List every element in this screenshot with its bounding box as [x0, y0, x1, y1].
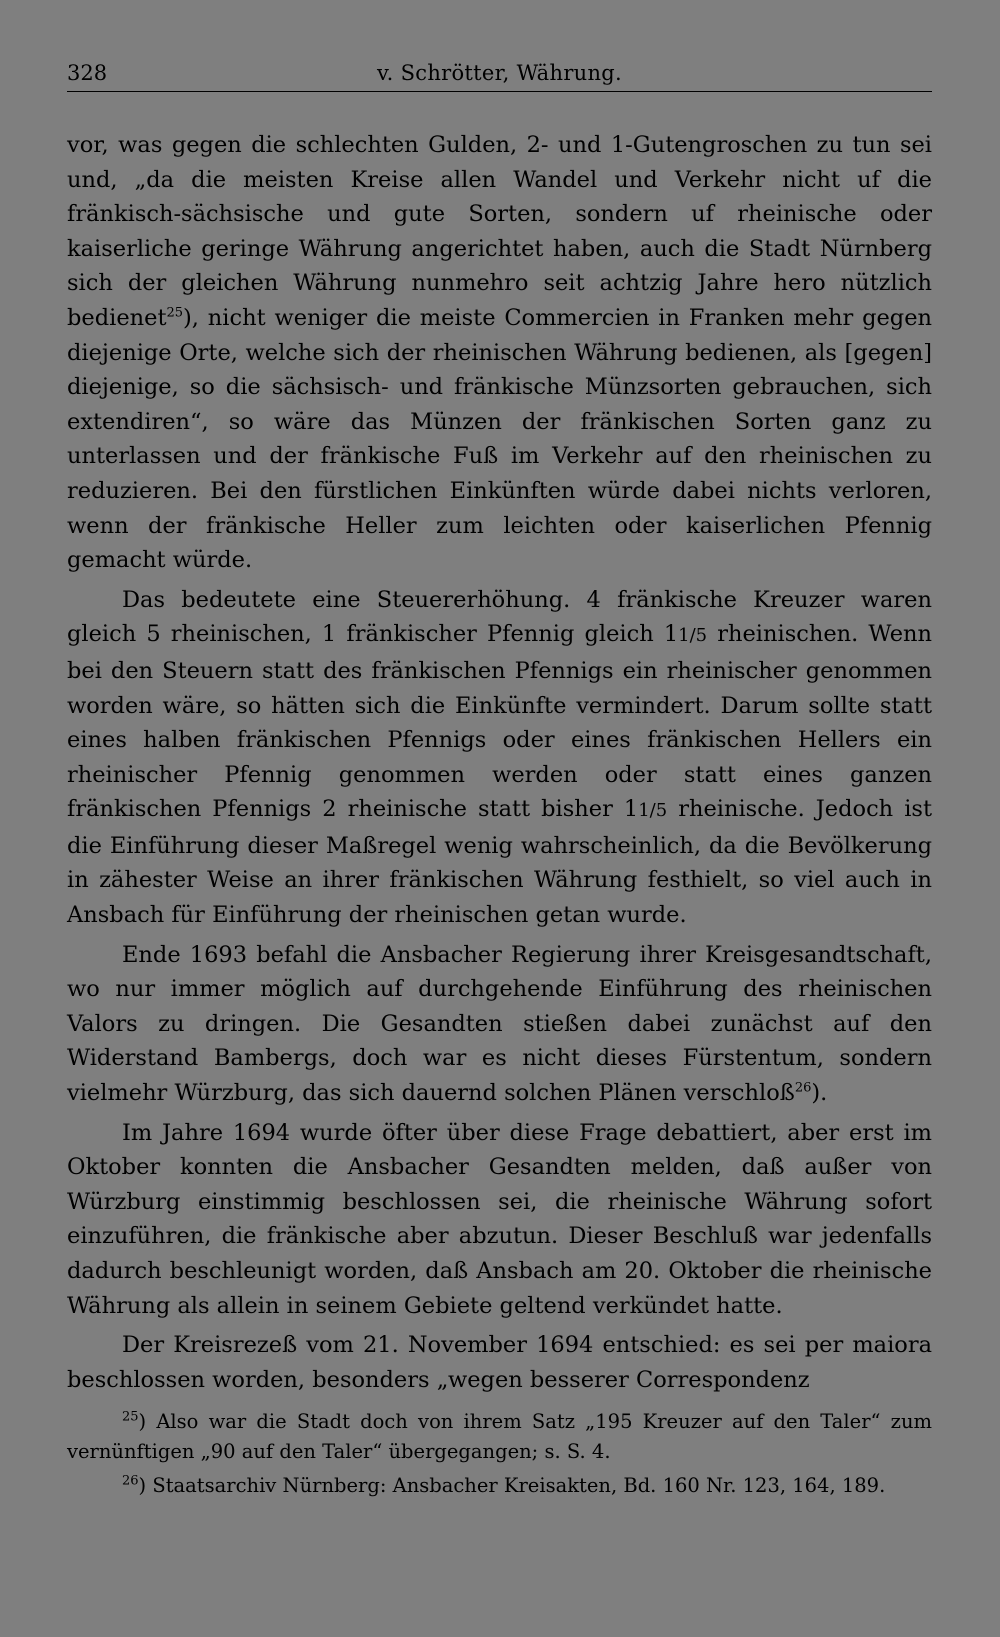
page-number: 328	[67, 61, 108, 85]
paragraph-2: Das bedeutete eine Steuererhöhung. 4 fränkische Kreuzer waren gleich 5 rheinischen, 1 fränkischer Pfennig gleich 11/5 rheinischen. Wenn bei den Steuern statt des fränkischen Pfennigs ein rheinischer genommen worden wäre, so hätten sich die Einkünfte vermindert. Darum sollte statt eines halben fränkischen Pfennigs oder eines fränkischen Hellers ein rheinischer Pfennig genommen werden oder statt eines ganzen fränkischen Pfennigs 2 rheinische statt bisher 11/5 rheinische. Jedoch ist die Einführung dieser Maßregel wenig wahrscheinlich, da die Bevölkerung in zähester Weise an ihrer fränkischen Währung festhielt, so viel auch in Ansbach für Einführung der rheinischen getan wurde.	[67, 586, 933, 929]
footnote-26: $^{26}$) Staatsarchiv Nürnberg: Ansbacher Kreisakten, Bd. 160 Nr. 123, 164, 189.	[122, 1473, 886, 1498]
fraction: 1/5	[678, 625, 708, 647]
fraction: 1/5	[638, 800, 668, 822]
paragraph-1: vor, was gegen die schlechten Gulden, 2- und 1-Gutengroschen zu tun sei und, „da die meisten Kreise allen Wandel und Verkehr nicht uf die fränkisch-sächsische und gute Sorten, sondern uf rheinische oder kaiserliche geringe Währung angerichtet haben, auch die Stadt Nürnberg sich der gleichen Währung nunmehro seit achtzig Jahre hero nützlich bedienet$^{25}$), nicht weniger die meiste Commercien in Franken mehr gegen diejenige Orte, welche sich der rheinischen Währung bedienen, als [gegen] diejenige, so die sächsisch- und fränkische Münzsorten gebrauchen, sich extendiren“, so wäre das Münzen der fränkischen Sorten ganz zu unterlassen und der fränkische Fuß im Verkehr auf den rheinischen zu reduzieren. Bei den fürstlichen Einkünften würde dabei nichts verloren, wenn der fränkische Heller zum leichten oder kaiserlichen Pfennig gemacht würde.	[67, 132, 932, 574]
footnote-ref-25: 25	[166, 305, 184, 321]
header-rule	[67, 91, 932, 92]
paragraph-3: Ende 1693 befahl die Ansbacher Regierung ihrer Kreisgesandtschaft, wo nur immer möglich auf durchgehende Einführung des rheinischen Valors zu dringen. Die Gesandten stießen dabei zunächst auf den Widerstand Bambergs, doch war es nicht dieses Fürstentum, sondern vielmehr Würzburg, das sich dauernd solchen Plänen verschloß$^{26}$).	[67, 941, 932, 1107]
page-header	[67, 55, 932, 89]
running-title: v. Schrötter, Währung.	[376, 61, 623, 85]
footnotes	[67, 1407, 932, 1501]
footnote-25: $^{25}$) Also war die Stadt doch von ihrem Satz „195 Kreuzer auf den Taler“ zum vernünftigen „90 auf den Taler“ übergegangen; s. S. 4.	[67, 1409, 932, 1464]
footnote-ref-26: 26	[794, 1080, 812, 1096]
paragraph-5: Der Kreisrezeß vom 21. November 1694 entschied: es sei per maiora beschlossen worden, besonders „wegen besserer Correspondenz	[67, 1332, 932, 1393]
body-text	[67, 128, 932, 1397]
book-page	[67, 55, 932, 1595]
paragraph-4: Im Jahre 1694 wurde öfter über diese Frage debattiert, aber erst im Oktober konnten die Ansbacher Gesandten melden, daß außer von Würzburg einstimmig beschlossen sei, die rheinische Währung sofort einzuführen, die fränkische aber abzutun. Dieser Beschluß war jedenfalls dadurch beschleunigt worden, daß Ansbach am 20. Oktober die rheinische Währung als allein in seinem Gebiete geltend verkündet hatte.	[67, 1119, 932, 1319]
